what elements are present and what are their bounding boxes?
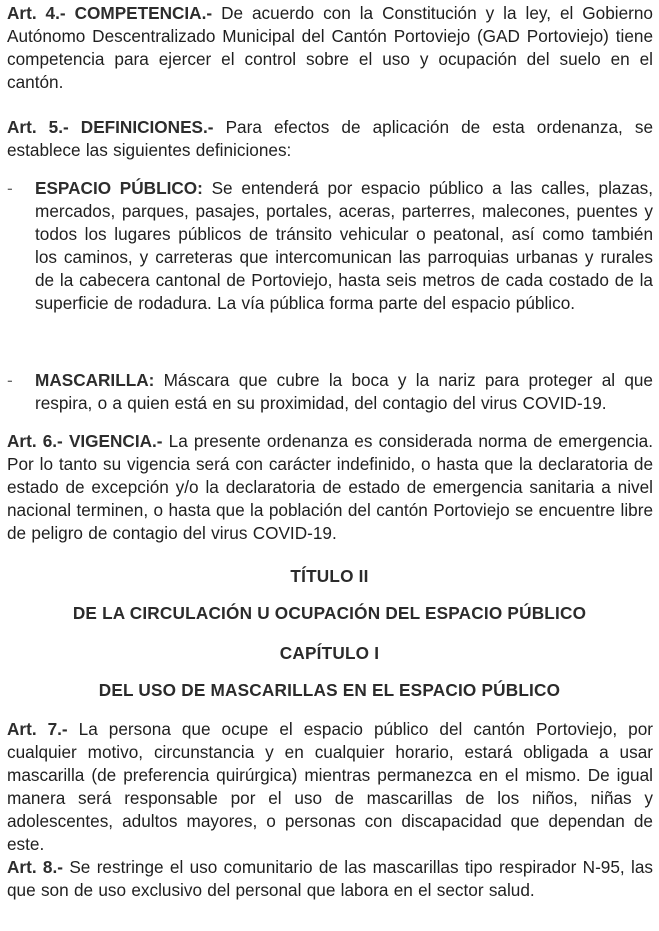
article-7 — [7, 718, 653, 855]
definition-body: Se entenderá por espacio público a las calles, plazas, mercados, parques, pasajes, portales, aceras, parterres, malecones, puentes y todos los lugares públicos de tránsito vehicular o peatonal, así como también los caminos, y carreteras que intercomunican las parroquias urbanas y rurales de la cabecera cantonal de Portoviejo, hasta seis metros de cada costado de la superficie de rodadura. La vía pública forma parte del espacio público. — [35, 178, 653, 313]
article-4 — [7, 2, 653, 94]
article-6 — [7, 430, 653, 545]
definition-text — [35, 177, 653, 314]
article-title: COMPETENCIA.- — [74, 3, 213, 23]
chapter-heading: CAPÍTULO I — [279, 643, 380, 663]
article-title: VIGENCIA.- — [68, 431, 163, 451]
title-heading: TÍTULO II — [290, 566, 369, 586]
article-text: La persona que ocupe el espacio público del cantón Portoviejo, por cualquier motivo, circunstancia y en cualquier horario, estará obligada a usar mascarilla (de preferencia quirúrgica) mientras permanezca en el mismo. De igual manera será responsable por el uso de mascarillas de los niños, niñas y adolescentes, adultos mayores, o personas con discapacidad que dependan de este. — [7, 719, 653, 854]
chapter-subheading: DEL USO DE MASCARILLAS EN EL ESPACIO PÚBLICO — [98, 680, 561, 700]
title-subheading: DE LA CIRCULACIÓN U OCUPACIÓN DEL ESPACIO PÚBLICO — [72, 603, 587, 623]
list-dash: - — [7, 370, 13, 390]
definition-item-mascarilla — [7, 369, 653, 415]
definition-text — [35, 369, 653, 415]
article-number: Art. 4.- — [7, 3, 66, 23]
definition-body: Máscara que cubre la boca y la nariz para proteger al que respira, o a quien está en su proximidad, del contagio del virus COVID-19. — [35, 370, 653, 413]
definition-term: MASCARILLA: — [35, 370, 155, 390]
article-title: DEFINICIONES.- — [80, 117, 214, 137]
article-text: De acuerdo con la Constitución y la ley, el Gobierno Autónomo Descentralizado Municipal del Cantón Portoviejo (GAD Portoviejo) tiene competencia para ejercer el control sobre el uso y ocupación del suelo en el cantón. — [7, 3, 653, 92]
article-text: Se restringe el uso comunitario de las mascarillas tipo respirador N-95, las que son de uso exclusivo del personal que labora en el sector salud. — [7, 857, 654, 900]
article-number: Art. 8.- — [7, 857, 63, 877]
article-8 — [7, 856, 653, 902]
article-number: Art. 5.- — [7, 117, 69, 137]
list-dash: - — [7, 178, 13, 198]
article-number: Art. 6.- — [7, 431, 63, 451]
article-number: Art. 7.- — [7, 719, 68, 739]
article-text: Para efectos de aplicación de esta ordenanza, se establece las siguientes definiciones: — [7, 117, 653, 160]
article-text: La presente ordenanza es considerada norma de emergencia. Por lo tanto su vigencia será con carácter indefinido, o hasta que la declaratoria de estado de excepción y/o la declaratoria de estado de emergencia sanitaria a nivel nacional terminen, o hasta que la población del cantón Portoviejo se encuentre libre de peligro de contagio del virus COVID-19. — [7, 431, 654, 543]
definition-term: ESPACIO PÚBLICO: — [35, 178, 203, 198]
article-5 — [7, 116, 653, 162]
definition-item-espacio-publico — [7, 177, 653, 314]
